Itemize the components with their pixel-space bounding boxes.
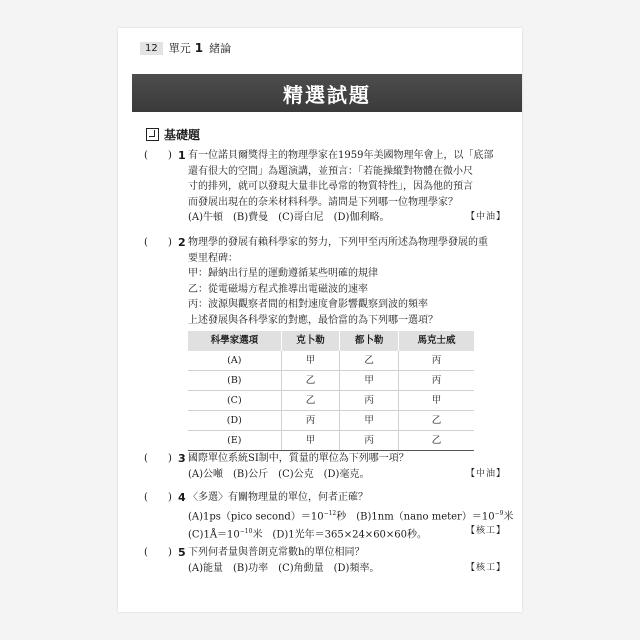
table-cell: (D)	[188, 411, 281, 431]
question-options: (A)公噸 (B)公斤 (C)公克 (D)毫克。	[188, 468, 370, 480]
source-tag: 【中油】	[465, 212, 506, 222]
paren-left: (	[144, 150, 148, 161]
table-cell: 丙	[281, 411, 340, 431]
section-title: 基礎題	[164, 128, 201, 142]
question-number: 3	[178, 452, 186, 465]
paren-right: )	[168, 547, 172, 558]
paren-left: (	[144, 453, 148, 464]
question-text-line: 有一位諾貝爾獎得主的物理學家在1959年美國物理年會上，以「底部	[188, 150, 494, 161]
source-tag: 【核工】	[465, 526, 506, 537]
unit-label: 單元	[168, 42, 191, 55]
option-text: 米 (D)1光年＝365×24×60×60秒。	[252, 529, 428, 541]
question-4	[144, 490, 514, 543]
banner-title: 精選試題	[283, 82, 371, 107]
source-tag: 【核工】	[465, 562, 506, 573]
table-header: 馬克士威	[399, 331, 474, 351]
table-cell: 乙	[340, 351, 399, 371]
paren-left: (	[144, 492, 148, 503]
table-row	[188, 351, 474, 371]
table-cell: 丙	[399, 371, 474, 391]
table-cell: 甲	[340, 371, 399, 391]
table-header: 科學家選項	[188, 331, 281, 351]
table-row	[188, 431, 474, 451]
table-header: 都卜勒	[340, 331, 399, 351]
paren-left: (	[144, 547, 148, 558]
exponent: −10	[239, 528, 253, 536]
statement-item: 乙：從電磁場方程式推導出電磁波的速率	[188, 283, 368, 295]
question-2	[144, 235, 506, 451]
table-cell: 甲	[281, 431, 340, 451]
table-row	[188, 371, 474, 391]
paren-right: )	[168, 453, 172, 464]
table-cell: 甲	[281, 351, 340, 371]
question-prompt: 上述發展與各科學家的對應，最恰當的為下列哪一選項？	[188, 314, 438, 326]
question-options: (A)能量 (B)功率 (C)角動量 (D)頻率。	[188, 562, 380, 574]
table-cell: 丙	[399, 351, 474, 371]
question-text-line: 〈多選〉有關物理量的單位，何者正確？	[188, 492, 368, 503]
option-text: 米	[503, 510, 514, 522]
exponent: −12	[323, 509, 337, 517]
table-cell: 乙	[399, 411, 474, 431]
question-options-line	[188, 506, 514, 525]
option-text: (A)1ps（pico second）＝10	[188, 510, 324, 522]
table-cell: 丙	[340, 391, 399, 411]
page-header	[140, 40, 231, 56]
table-cell: 乙	[281, 371, 340, 391]
table-row	[188, 411, 474, 431]
table-cell: 乙	[399, 431, 474, 451]
paren-right: )	[168, 150, 172, 161]
unit-number: 1	[194, 41, 204, 55]
option-text: 秒 (B)1nm（nano meter）＝10	[336, 510, 495, 522]
question-text-line: 寸的排列，就可以發現大量非比尋常的物質特性」，因為他的預言	[188, 181, 473, 192]
question-text-line: 要里程碑：	[188, 252, 238, 264]
question-text-line: 還有很大的空間」為題演講，並預言：「若能操縱對物體在微小尺	[188, 165, 473, 177]
table-cell: (E)	[188, 431, 281, 451]
table-row	[188, 391, 474, 411]
section-banner	[132, 74, 522, 112]
table-cell: (A)	[188, 351, 281, 371]
question-number: 1	[178, 149, 186, 162]
exponent: −9	[494, 509, 504, 517]
question-options-line	[188, 524, 427, 543]
textbook-page	[118, 28, 522, 612]
table-cell: 甲	[399, 391, 474, 411]
unit-title: 緒論	[209, 42, 232, 55]
paren-right: )	[168, 492, 172, 503]
section-heading	[146, 126, 200, 143]
table-cell: (B)	[188, 371, 281, 391]
question-text-line: 下列何者量與普朗克常數h的單位相同？	[188, 547, 365, 558]
option-text: (C)1Å＝10	[188, 529, 240, 541]
table-header: 克卜勒	[281, 331, 340, 351]
statement-item: 丙：波源與觀察者間的相對速度會影響觀察到波的頻率	[188, 299, 428, 310]
statement-item: 甲：歸納出行星的運動遵循某些明確的規律	[188, 268, 378, 279]
question-number: 2	[178, 236, 186, 249]
question-3	[144, 451, 506, 482]
question-text-line: 物理學的發展有賴科學家的努力，下列甲至丙所述為物理學發展的重	[188, 237, 488, 248]
question-text-line: 而發展出現在的奈米材料科學。請問是下列哪一位物理學家？	[188, 196, 458, 208]
question-options: (A)牛頓 (B)費曼 (C)哥白尼 (D)伽利略。	[188, 212, 390, 223]
table-cell: 丙	[340, 431, 399, 451]
arrow-box-icon	[146, 128, 159, 141]
paren-right: )	[168, 237, 172, 248]
table-cell: 甲	[340, 411, 399, 431]
question-number: 4	[178, 491, 186, 504]
table-cell: 乙	[281, 391, 340, 411]
question-1	[144, 148, 506, 226]
table-header-row	[188, 331, 474, 351]
page-number: 12	[140, 42, 163, 55]
question-text-line: 國際單位系統SI制中，質量的單位為下列哪一項？	[188, 453, 409, 464]
question-number: 5	[178, 546, 186, 559]
answer-table	[188, 331, 474, 451]
table-cell: (C)	[188, 391, 281, 411]
question-5	[144, 545, 506, 576]
source-tag: 【中油】	[465, 468, 506, 479]
paren-left: (	[144, 237, 148, 248]
